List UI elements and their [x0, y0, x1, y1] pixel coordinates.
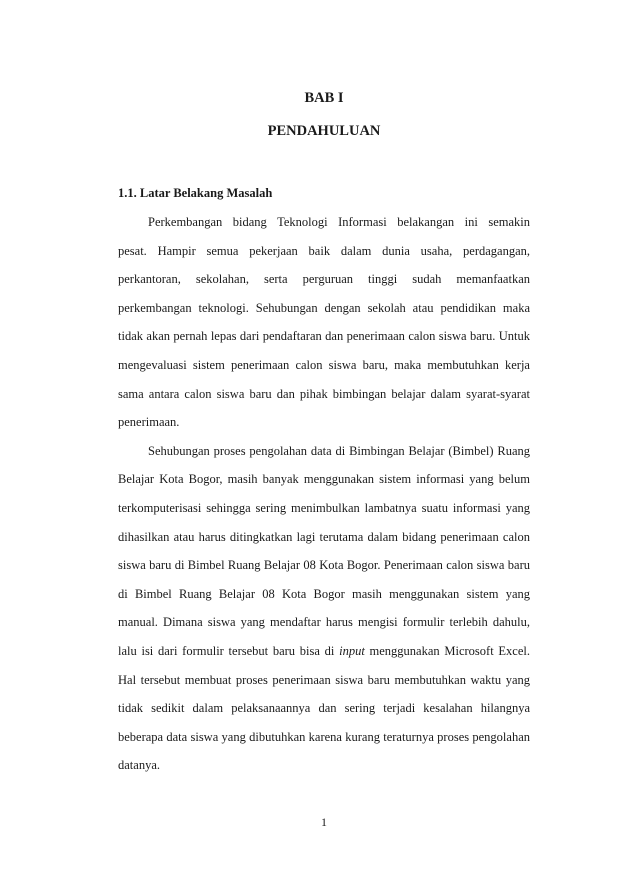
paragraph-1-line: sama antara calon siswa baru dan pihak bimbingan belajar dalam syarat-syarat	[118, 386, 530, 401]
paragraph-1-line: penerimaan.	[118, 415, 180, 430]
line-text-after-italic: menggunakan Microsoft Excel.	[364, 643, 530, 658]
paragraph-1-line: Perkembangan bidang Teknologi Informasi belakangan ini semakin	[148, 215, 530, 229]
paragraph-2-line: siswa baru di Bimbel Ruang Belajar 08 Kota Bogor. Penerimaan calon siswa baru	[118, 558, 530, 573]
paragraph-2-line: tidak sedikit dalam pelaksanaannya dan sering terjadi kesalahan hilangnya	[118, 701, 530, 716]
paragraph-2-line-with-italic	[118, 637, 530, 666]
italic-term: input	[339, 643, 365, 658]
chapter-title: PENDAHULUAN	[267, 123, 381, 139]
paragraph-1-line: tidak akan pernah lepas dari pendaftaran dan penerimaan calon siswa baru. Untuk	[118, 329, 530, 344]
paragraph-2-line: beberapa data siswa yang dibutuhkan karena kurang teraturnya proses pengolahan	[118, 729, 530, 744]
paragraph-2-line: dihasilkan atau harus ditingkatkan lagi terutama dalam bidang penerimaan calon	[118, 529, 530, 544]
paragraph-2-line: Hal tersebut membuat proses penerimaan siswa baru membutuhkan waktu yang	[118, 672, 530, 687]
paragraph-2-line: Belajar Kota Bogor, masih banyak menggunakan sistem informasi yang belum	[118, 472, 530, 487]
paragraph-2-line: datanya.	[118, 758, 160, 773]
paragraph-1-line: perkantoran, sekolahan, serta perguruan tinggi sudah memanfaatkan	[118, 272, 530, 287]
paragraph-2-line: Sehubungan proses pengolahan data di Bimbingan Belajar (Bimbel) Ruang	[148, 443, 530, 458]
paragraph-1-line: pesat. Hampir semua pekerjaan baik dalam dunia usaha, perdagangan,	[118, 243, 530, 258]
paragraph-2-line: di Bimbel Ruang Belajar 08 Kota Bogor masih menggunakan sistem yang	[118, 586, 530, 601]
paragraph-1-line: mengevaluasi sistem penerimaan calon siswa baru, maka membutuhkan kerja	[118, 357, 530, 372]
paragraph-2-line: terkomputerisasi sehingga sering menimbulkan lambatnya suatu informasi yang	[118, 500, 530, 515]
line-text-before-italic: lalu isi dari formulir tersebut baru bisa di	[118, 643, 340, 658]
paragraph-2-line: manual. Dimana siswa yang mendaftar harus mengisi formulir terlebih dahulu,	[118, 615, 530, 630]
chapter-number: BAB I	[304, 90, 344, 106]
page-number: 1	[321, 815, 327, 829]
section-heading: 1.1. Latar Belakang Masalah	[118, 186, 273, 200]
paragraph-1-line: perkembangan teknologi. Sehubungan dengan sekolah atau pendidikan maka	[118, 300, 530, 315]
body-text	[118, 208, 530, 780]
